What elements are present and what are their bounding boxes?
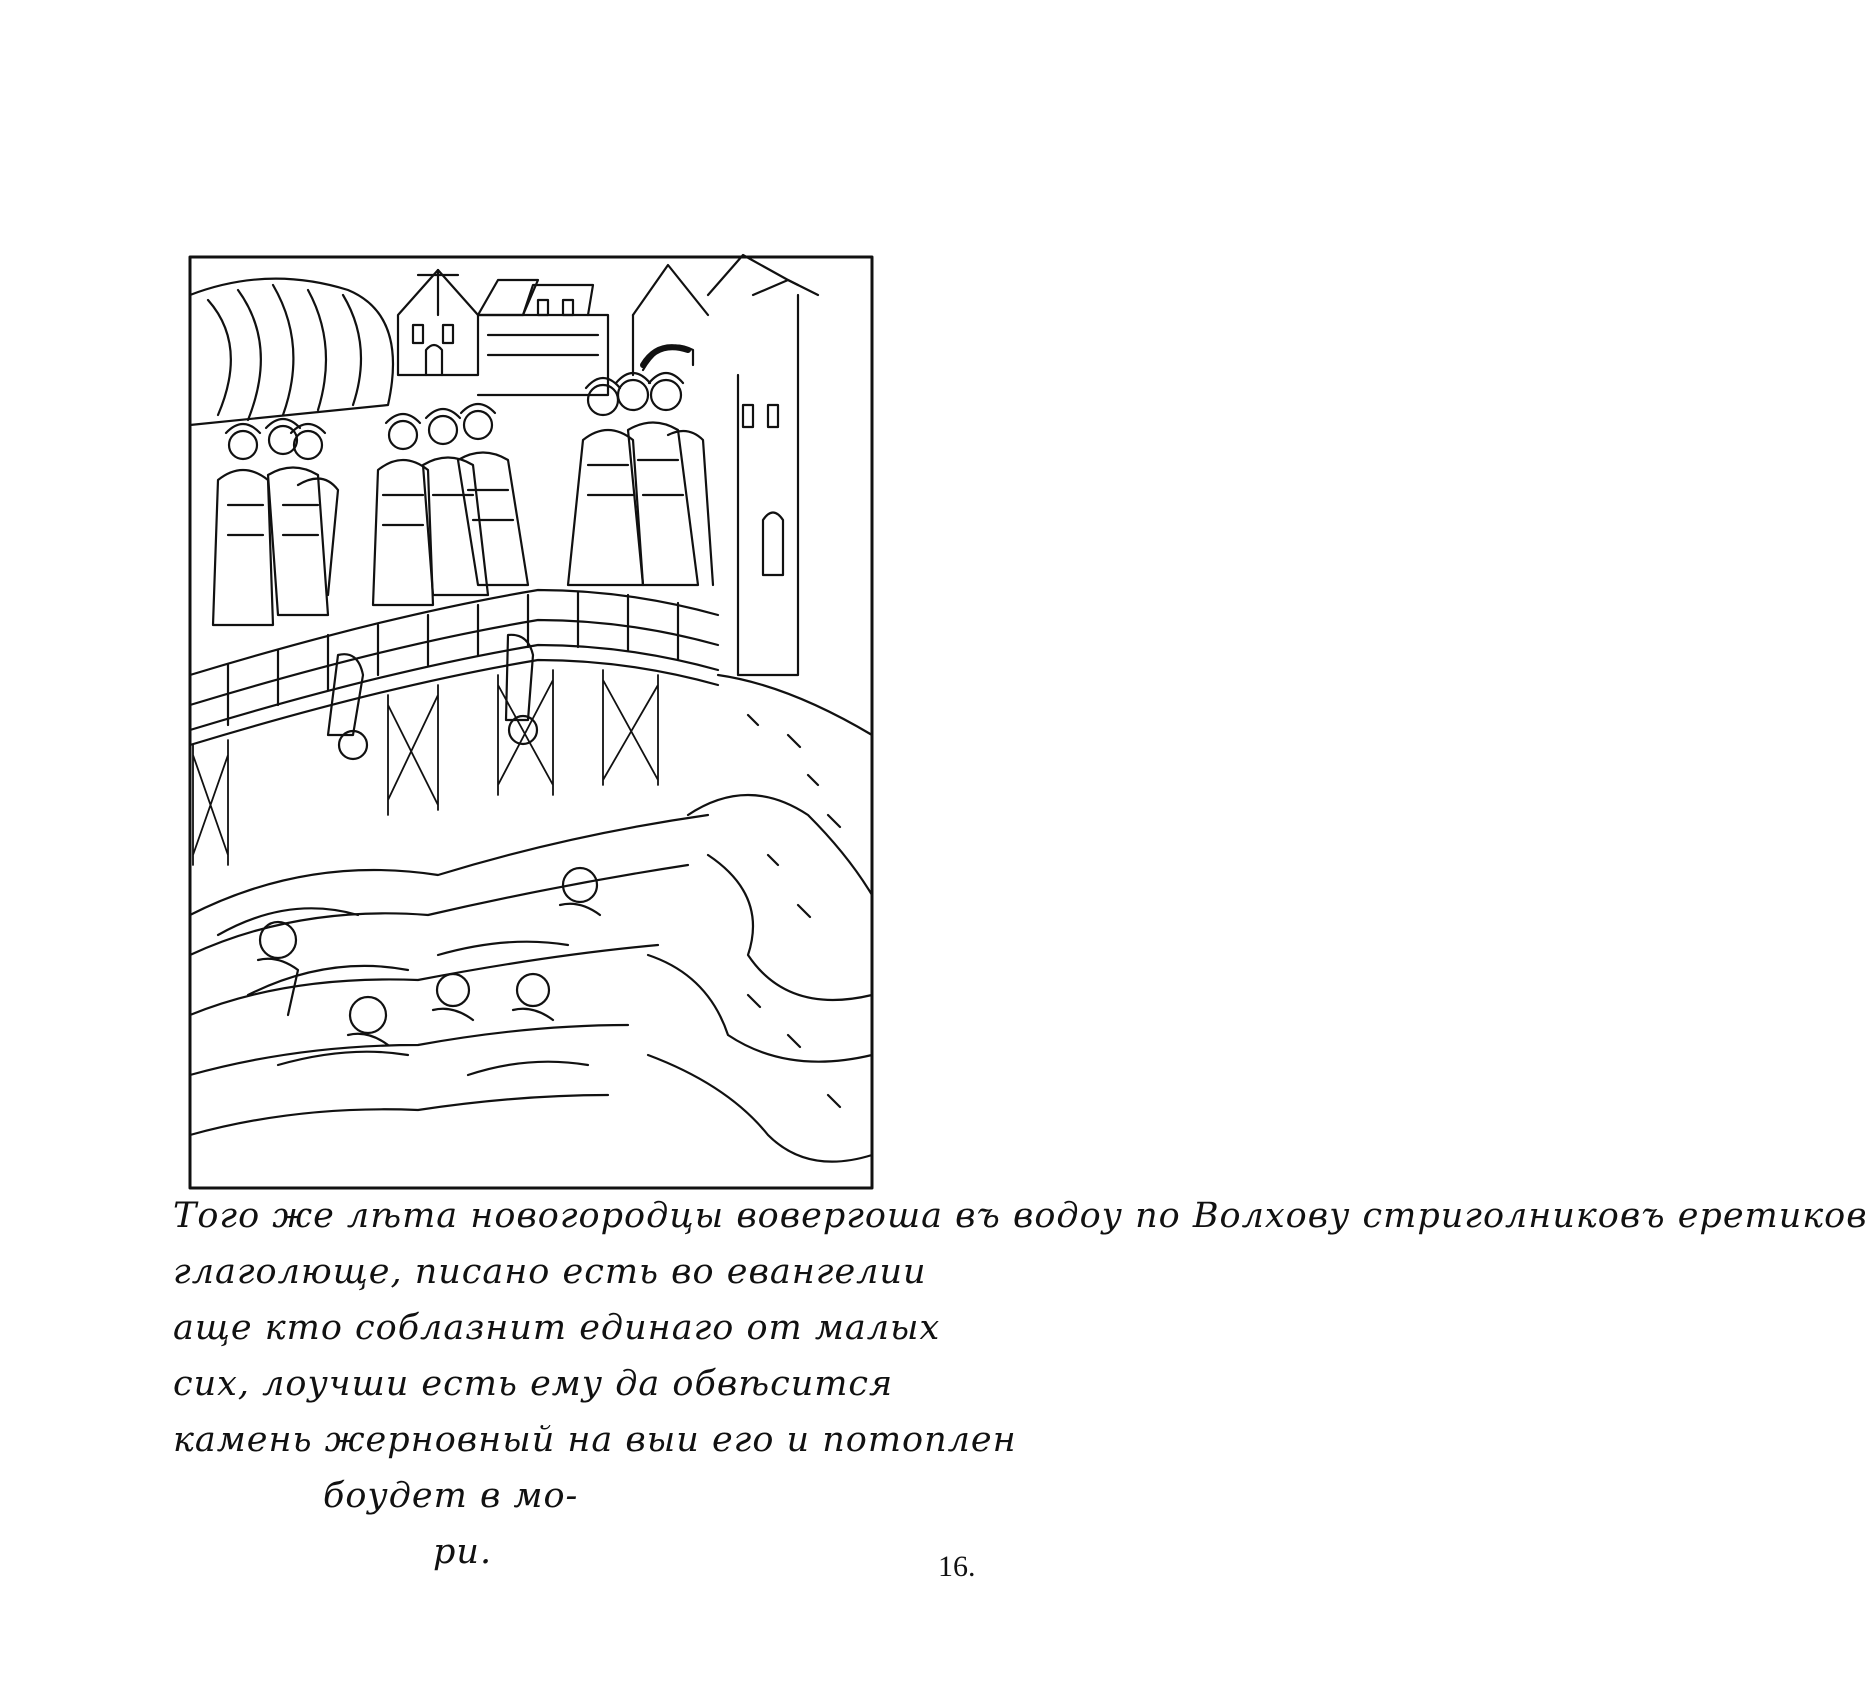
caption-line: Того же лѣта новогородцы вовергоша въ водоу по Волхову стриголниковъ еретиков: [173, 1196, 1868, 1236]
falling-figures: [328, 635, 537, 759]
caption-line: боудет в мо-: [323, 1476, 579, 1516]
caption-line: аще кто соблазнит единаго от малых: [173, 1308, 941, 1348]
rocky-shore: [648, 675, 872, 1162]
figures-group-right: [568, 373, 713, 585]
caption-line: глаголюще, писано есть во евангелии: [173, 1252, 927, 1292]
caption-line: камень жерновный на выи его и потоплен: [173, 1420, 1017, 1460]
hill-upper-left: [190, 279, 393, 425]
bridge: [190, 590, 718, 745]
manuscript-illustration: [188, 255, 874, 1190]
caption-line: сих, лоучши есть ему да обвѣсится: [173, 1364, 894, 1404]
caption-line: ри.: [433, 1532, 493, 1572]
drowning-figures: [258, 868, 600, 1045]
figures-group-center: [373, 404, 528, 605]
page-number: 16.: [938, 1550, 976, 1583]
figures-group-left: [213, 419, 338, 625]
